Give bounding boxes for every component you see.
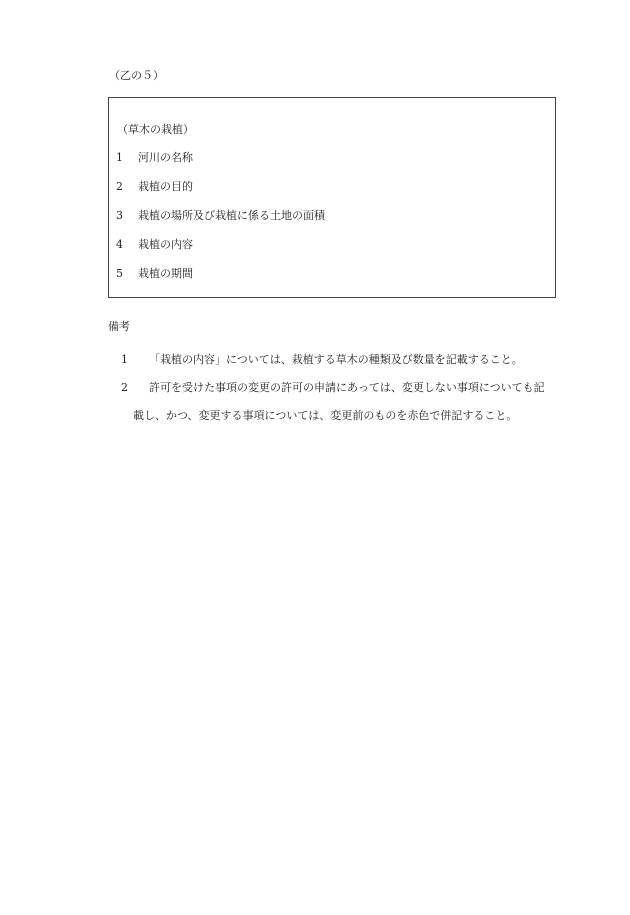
note-1 [121,352,523,368]
note-2-continuation [133,408,517,424]
item-label: 栽植の内容 [138,238,193,251]
box-item-period [116,266,193,282]
note-number: 2 [121,381,128,394]
note-text: 「栽植の内容」については、栽植する草木の種類及び数量を記載すること。 [149,353,523,366]
box-item-river-name [116,150,193,166]
item-number: 5 [116,267,123,280]
note-text-continuation: 載し、かつ、変更する事項については、変更前のものを赤色で併記すること。 [133,409,518,422]
note-number: 1 [121,353,128,366]
form-label: （乙の５） [109,69,164,82]
note-text: 許可を受けた事項の変更の許可の申請にあっては、変更しない事項についても記 [149,381,545,394]
box-item-location-area [116,208,325,224]
item-number: 3 [116,209,123,222]
box-item-purpose [116,179,193,195]
item-number: 2 [116,180,123,193]
box-title: （草木の栽植） [117,123,194,136]
item-label: 河川の名称 [138,151,193,164]
item-label: 栽植の期間 [138,267,193,280]
item-label: 栽植の場所及び栽植に係る土地の面積 [138,209,325,222]
notes-title: 備考 [108,320,130,333]
item-number: 4 [116,238,123,251]
note-2 [121,380,545,396]
item-label: 栽植の目的 [138,180,193,193]
box-item-content [116,237,193,253]
item-number: 1 [116,151,123,164]
items-box [108,97,556,298]
